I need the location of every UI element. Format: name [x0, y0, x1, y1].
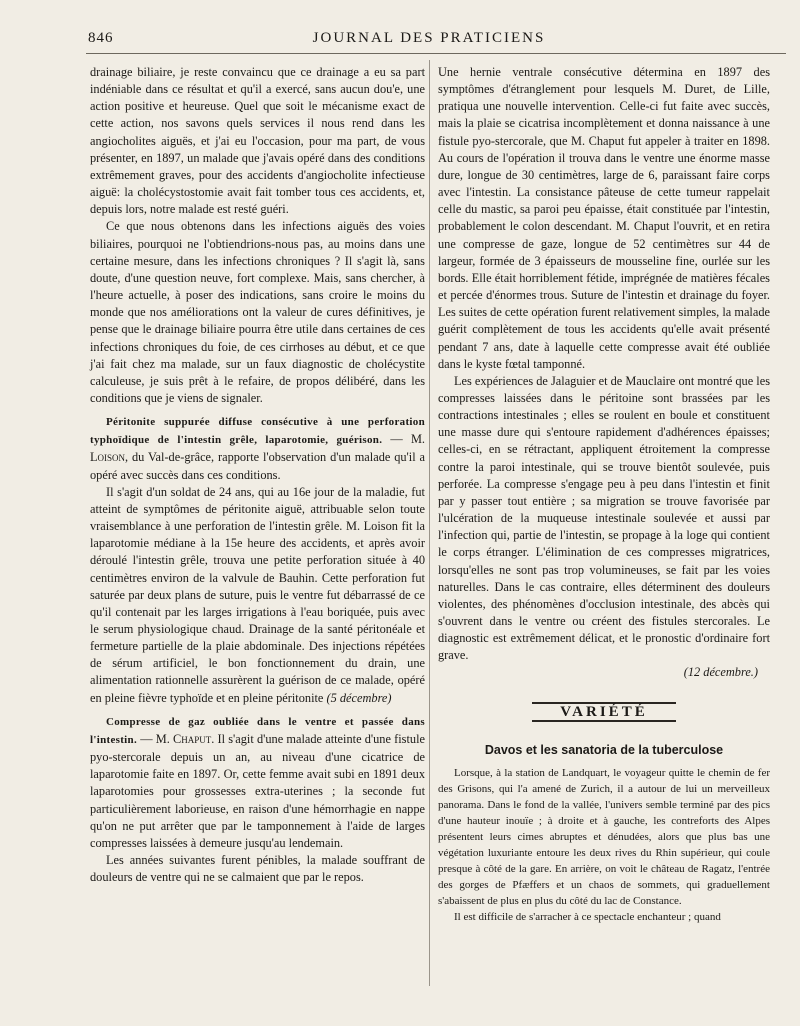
section-title: VARIÉTÉ: [532, 702, 675, 722]
right-column: [438, 64, 770, 925]
author-name: M. Loison: [90, 432, 426, 465]
paragraph: Une hernie ventrale consécutive détermina en 1897 des symptômes d'étranglement pour lesquels M. Duret, de Lille, pratiqua une nouvelle intervention. Celle-ci fut faite avec succès, mais la plaie se cicatrisa incomplètement et donna naissance à une fistule pyo-stercorale, que M. Chaput fut appeler à traiter en 1898. Au cours de l'opération il trouva dans le ventre une énorme masse dure, longue de 30 centimètres, large de 6, paraissant faire corps avec l'intestin. La consistance pâteuse de cette tumeur rappelait celle du mastic, sa paroi peu épaisse, était constituée par l'intestin, probablement le colon descendant. M. Chaput l'ouvrit, et en retira une compresse de gaze, longue de 52 centimètres sur 44 de largeur, formée de 3 épaisseurs de mousseline fine, ourlée sur les bords. Elle était horriblement fétide, imprégnée de matières fécales et percée d'énormes trous. Suture de l'intestin et drainage du foyer. Les suites de cette opération furent relativement simples, la malade guérit complètement de tous les accidents qu'elle avait présenté pendant 7 ans, date à laquelle cette compresse avait été oubliée dans le kyste fœtal tamponné.: [438, 65, 770, 371]
paragraph: Les années suivantes furent pénibles, la malade souffrant de douleurs de ventre qui ne se calmaient que par le repos.: [90, 853, 425, 885]
variete-banner: [438, 702, 770, 722]
paragraph: Les expériences de Jalaguier et de Mauclaire ont montré que les compresses laissées dans le péritoine sont brassées par les contractions intestinales ; elles se roulent en boule et constituent une masse dure qui s'entoure rapidement d'adhérences épaisses; celles-ci, en se rétractant, appliquent étroitement la compresse contre la paroi intestinale, qui se trouve bientôt soulevée, puis perforée. La compresse s'engage peu à peu dans l'intestin et finit par y passer tout entière ; sa migration se trouve favorisée par l'ulcération de la muqueuse intestinale soulevée et aussi par l'infection qui, partie de l'intestin, se propage à la loge qui contient le corps étranger. L'élimination de ces compresses migratrices, lorsqu'elles ne sont pas trop volumineuses, se fait par les voies naturelles. Dans le cas contraire, elles déterminent des douleurs violentes, des phénomènes d'occlusion intestinale, des abcès qui s'ouvrent dans le ventre ou créent des fistules stercorales. Le diagnostic est extrêmement délicat, et le pronostic d'ordinaire fort grave.: [438, 373, 771, 663]
left-column: [90, 64, 425, 886]
paragraph: Il est difficile de s'arracher à ce spectacle enchanteur ; quand: [454, 910, 721, 923]
page-header: [88, 30, 770, 52]
page-number: 846: [88, 30, 114, 46]
section-chaput: Compresse de gaz oubliée dans le ventre et passée dans l'intestin. — M. Chaput. Il s'agit d'une malade atteinte d'une fistule pyo-stercorale depuis un an, au niveau d'une cicatrice de laparotomie faite en 1897. Or, cette femme avait subi en 1891 deux laparotomies pour grossesses extra-uterines ; la seconde fut particulièrement laborieuse, en raison d'une hémorrhagie en nappe qu'on ne put arrêter que par le tamponnement à l'aide de larges compresses laissées à demeure jusqu'au lendemain.: [90, 715, 425, 850]
header-rule: [86, 53, 786, 54]
paragraph: drainage biliaire, je reste convaincu que ce drainage a eu sa part indéniable dans ce résultat et qu'il a exercé, sans aucun dou'e, une action positive et heureuse. Quel que soit le mécanisme exact de cette action, nos savons quels services il nous rend dans les angiocholites aiguës, et j'ai eu l'occasion, pour ma part, de vous présenter, en 1897, un malade que j'avais opéré dans des conditions extrêmement graves, pour des accidents d'angiocholite infectieuse aiguë: la cholécystostomie avait fait tomber tous ces accidents, et, depuis lors, notre malade est resté guéri.: [90, 65, 425, 217]
article-title: Davos et les sanatoria de la tuberculose: [484, 742, 724, 757]
section-heading: Compresse de gaz oubliée dans le ventre et passée dans l'intestin.: [90, 715, 425, 746]
section-heading: Péritonite suppurée diffuse consécutive à une perforation typhoïdique de l'intestin grêle, laparotomie, guérison.: [90, 416, 425, 447]
section-loison: Péritonite suppurée diffuse consécutive à une perforation typhoïdique de l'intestin grêle, laparotomie, guérison. — M. Loison, du Val-de-grâce, rapporte l'observation d'un malade qu'il a opéré avec succès dans ces conditions.: [90, 416, 426, 482]
paragraph: [90, 484, 425, 707]
paragraph-text: Il s'agit d'un soldat de 24 ans, qui au 16e jour de la maladie, fut atteint de symptômes de péritonite aiguë, attribuable selon toute vraisemblance à une perforation de l'intestin grêle. M. Loison fit la laparotomie médiane à la 15e heure des accidents, et après avoir déroulé l'intestin grêle, trouva une petite perforation située à 40 centimètres environ de la valvule de Bauhin. Cette perforation fut saturée par deux plans de suture, puis le ventre fut débarrassé de ce qu'il contenait par les larges irrigations à l'eau boriquée, puis avec le serum physiologique chaud. Drainage de la santé péritonéale et fermeture partielle de la plaie abdominale. Des injections répétées de sérum artificiel, le bon fonctionnement du drain, une alimentation rationnelle assurèrent la guérison de ce malade, opéré en pleine fièvre typhoïde et en pleine péritonite: [90, 484, 425, 705]
paragraph: Ce que nous obtenons dans les infections aiguës des voies biliaires, pourquoi ne l'obtiendrions-nous pas, au moins dans une certaine mesure, dans les infections chroniques ? Il s'agit là, sans doute, d'une question neuve, fort complexe. Mais, sans chercher, à l'heure actuelle, à poser des indications, sans croire le moins du monde que nos améliorations ont la valeur de cures définitives, je pense que le drainage biliaire pourra être utile dans certaines de ces infections chroniques du foie, de ces cirrhoses au début, et ce que j'ai fait chez ma malade, sur un faux diagnostic de cholécystite calculeuse, je suis prêt à le refaire, de propos délibéré, dans les conditions que je viens de signaler.: [90, 219, 425, 405]
running-title: JOURNAL DES PRATICIENS: [312, 30, 546, 46]
section-intro: . Il s'agit d'une malade atteinte d'une fistule pyo-stercorale depuis un an, au niveau d'une cicatrice de laparotomie faite en 1897. Or, cette femme avait subi en 1891 deux laparotomies pour grossesses extra-uterines ; la seconde fut particulièrement laborieuse, en raison d'une hémorrhagie en nappe qu'on ne put arrêter que par le tamponnement à l'aide de larges compresses laissées à demeure jusqu'au lendemain.: [90, 731, 425, 850]
date-note: (5 décembre): [326, 690, 392, 705]
date-note: (12 décembre.): [683, 665, 758, 680]
author-name: M. Chaput: [155, 731, 212, 746]
column-divider: [429, 60, 430, 986]
section-intro: , du Val-de-grâce, rapporte l'observation d'un malade qu'il a opéré avec succès dans ces conditions.: [90, 450, 425, 482]
paragraph: Lorsque, à la station de Landquart, le voyageur quitte le chemin de fer des Grisons, qui l'a amené de Zurich, il a autour de lui un merveilleux panorama. Dans le fond de la vallée, l'univers semble terminé par des pics d'une hauteur inouïe ; à droite et à gauche, les contreforts des Alpes présentent leurs cimes abruptes et dénudées, alors que plus bas une végétation luxuriante entoure les deux rives du Rhin supérieur, qui coule presque à côté de la gare. En arrière, on voit le château de Ragatz, l'entrée des gorges de Pfæffers et un chaos de sommets, qui graduellement s'abaissent de plus en plus du côté du lac de Constance.: [438, 766, 770, 907]
